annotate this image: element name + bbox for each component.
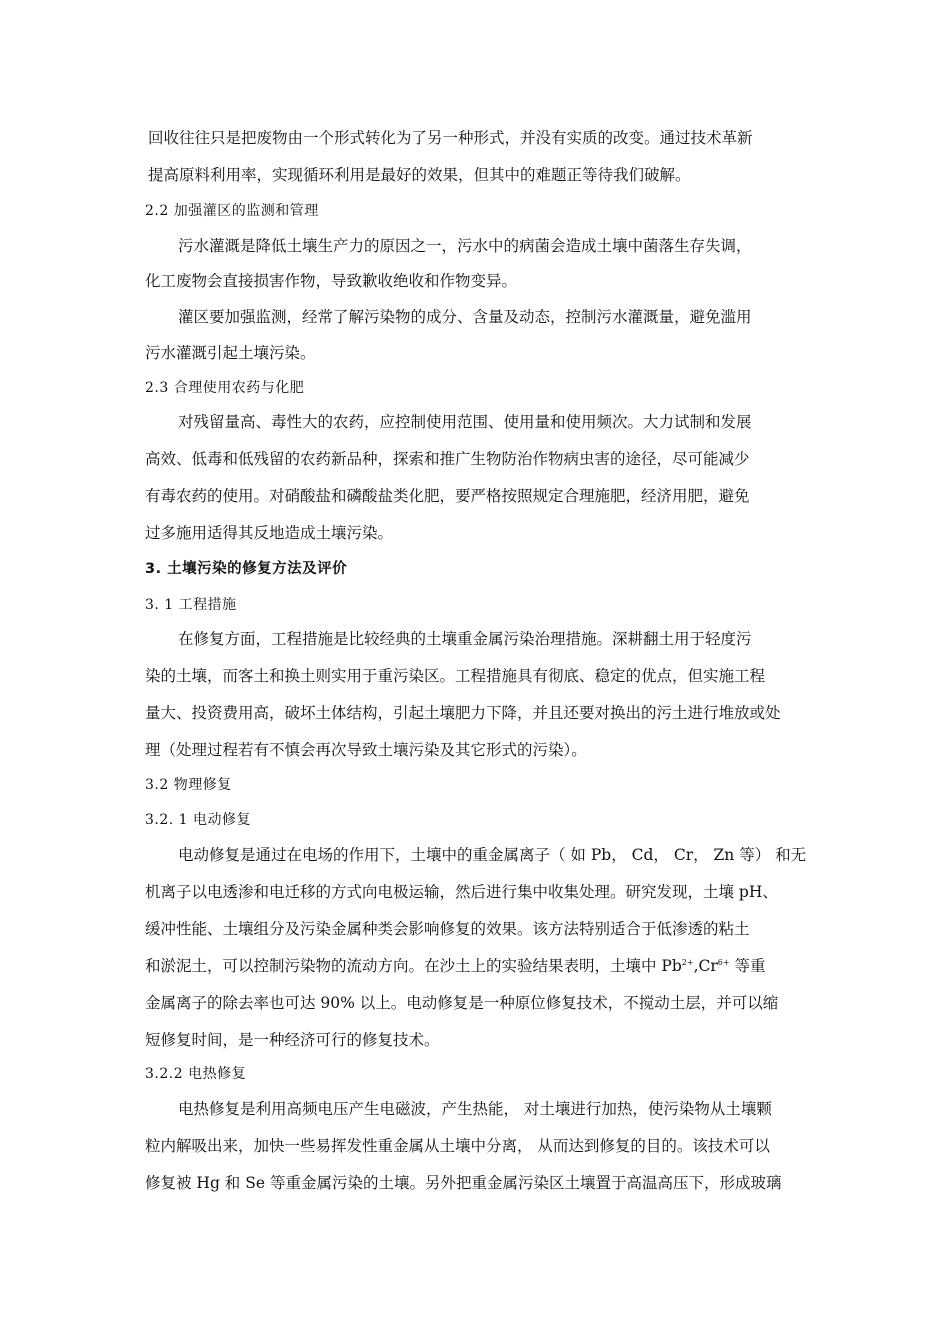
section-heading-3-1: 3. 1 工程措施 [145,597,237,613]
paragraph-line: 回收往往只是把废物由一个形式转化为了另一种形式，并没有实质的改变。通过技术革新 [148,129,753,147]
paragraph-line: 金属离子的除去率也可达 90% 以上。电动修复是一种原位修复技术，不搅动土层，并可以缩 [145,994,779,1012]
paragraph-line: 过多施用适得其反地造成土壤污染。 [145,524,394,542]
superscript: 6+ [717,958,730,967]
paragraph-line: 污水灌溉是降低土壤生产力的原因之一，污水中的病菌会造成土壤中菌落生存失调， [178,237,752,255]
paragraph-line: 电动修复是通过在电场的作用下，土壤中的重金属离子（ 如 Pb， Cd， Cr， Zn 等） 和无 [178,846,807,864]
line-text: 和淤泥土，可以控制污染物的流动方向。在沙土上的实验结果表明，土壤中 Pb [145,957,682,975]
line-text: ,Cr [693,957,718,975]
paragraph-line: 修复被 Hg 和 Se 等重金属污染的土壤。另外把重金属污染区土壤置于高温高压下，形成玻璃 [145,1174,782,1192]
paragraph-line: 缓冲性能、土壤组分及污染金属种类会影响修复的效果。该方法特别适合于低渗透的粘土 [145,920,750,938]
paragraph-line: 有毒农药的使用。对硝酸盐和磷酸盐类化肥，要严格按照规定合理施肥，经济用肥，避免 [145,487,750,505]
section-heading-2-3: 2.3 合理使用农药与化肥 [145,380,305,396]
paragraph-line: 染的土壤，而客土和换土则实用于重污染区。工程措施具有彻底、稳定的优点，但实施工程 [145,667,766,685]
paragraph-line: 灌区要加强监测，经常了解污染物的成分、含量及动态，控制污水灌溉量，避免滥用 [178,308,752,326]
paragraph-line: 化工废物会直接损害作物，导致歉收绝收和作物变异。 [145,272,518,290]
paragraph-line [145,954,810,978]
line-text: 等重 [729,957,766,975]
section-heading-3-2-1: 3.2. 1 电动修复 [145,812,252,828]
section-heading-3-2: 3.2 物理修复 [145,777,232,793]
paragraph-line: 高效、低毒和低残留的农药新品种，探索和推广生物防治作物病虫害的途径，尽可能减少 [145,450,750,468]
paragraph-line: 提高原料利用率，实现循环利用是最好的效果，但其中的难题正等待我们破解。 [148,166,691,184]
paragraph-line: 量大、投资费用高，破坏土体结构，引起土壤肥力下降，并且还要对换出的污土进行堆放或处 [145,704,781,722]
section-heading-3-2-2: 3.2.2 电热修复 [145,1066,247,1082]
section-heading-2-2: 2.2 加强灌区的监测和管理 [145,203,319,219]
superscript: 2+ [681,958,694,967]
paragraph-line: 污水灌溉引起土壤污染。 [145,344,316,362]
paragraph-line: 在修复方面，工程措施是比较经典的土壤重金属污染治理措施。深耕翻土用于轻度污 [178,630,752,648]
paragraph-line: 短修复时间，是一种经济可行的修复技术。 [145,1031,440,1049]
paragraph-line: 电热修复是利用高频电压产生电磁波，产生热能， 对土壤进行加热，使污染物从土壤颗 [178,1100,772,1118]
section-heading-3: 3. 土壤污染的修复方法及评价 [145,561,348,577]
paragraph-line: 粒内解吸出来，加快一些易挥发性重金属从土壤中分离， 从而达到修复的目的。该技术可以 [145,1137,770,1155]
paragraph-line: 理（处理过程若有不慎会再次导致土壤污染及其它形式的污染）。 [145,741,587,759]
paragraph-line: 机离子以电透渗和电迁移的方式向电极运输，然后进行集中收集处理。研究发现，土壤 pH、 [145,883,778,901]
paragraph-line: 对残留量高、毒性大的农药，应控制使用范围、使用量和使用频次。大力试制和发展 [178,413,752,431]
